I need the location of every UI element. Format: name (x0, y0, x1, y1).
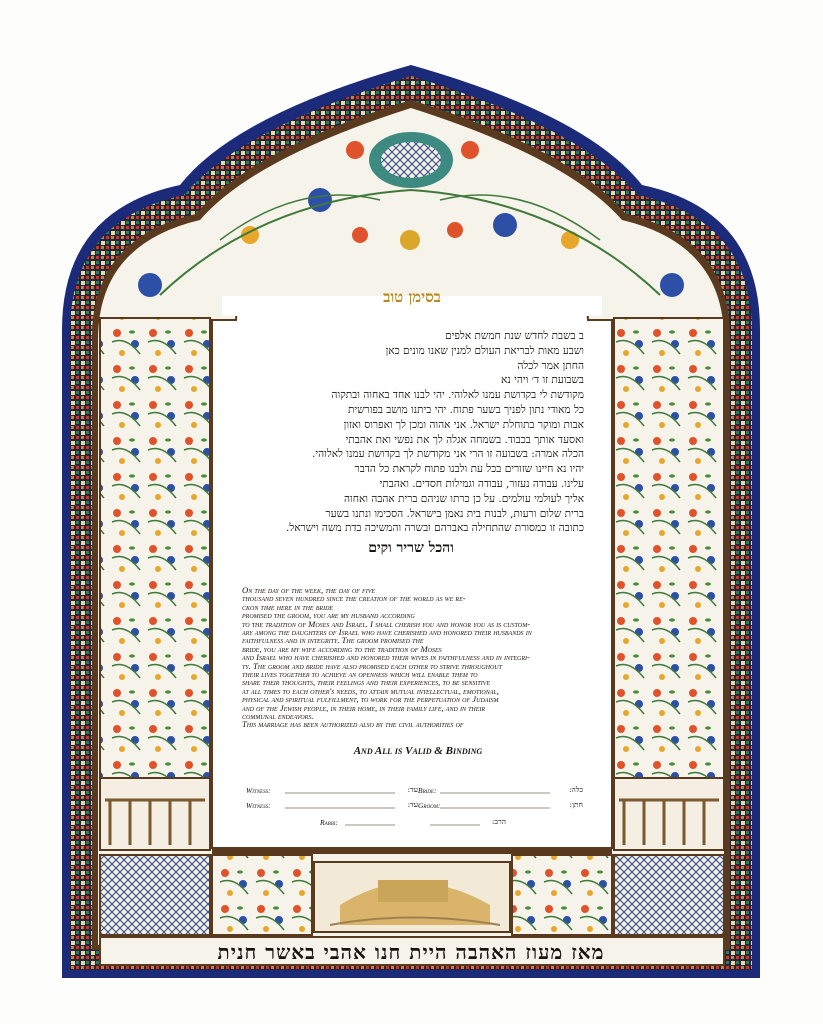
english-text-line: physical and spiritual fulfillment, to work for the perpetuation of Judaism (242, 694, 499, 705)
hebrew-text-line: אליך לעולמי עולמים. על כן כרתו שניהם ברית אהבה ואחוה (344, 492, 584, 505)
hebrew-text-line: מקודשת לי בקדושת עמנו לאלוהי. יהי לבנו אחד באחוה ובתקוה (331, 389, 584, 402)
english-text-line: ary among the daughters of Israel who have cherished and honored their husbands in (242, 627, 532, 637)
hebrew-text-line: בשבועת זו ד׳ ויהי נא (501, 374, 584, 387)
right-floral-panel (614, 318, 724, 778)
hebrew-text-line: ברית שלום ורעות, לבנות בית נאמן בישראל. הסכימו ונתנו בשער (325, 507, 584, 520)
hebrew-closing: והכל שריר וקים (368, 540, 454, 556)
bottom-floral-left (212, 855, 312, 935)
english-text-line: to the tradition of Moses and Israel. I shall cherish you and honor you as is custom- (242, 618, 531, 629)
english-text-line: communal endeavors. (242, 711, 314, 721)
english-text-line: promised the groom, you are my husband according (242, 610, 415, 621)
hebrew-text-line: ואסעד אותך בכבוד. בשמחה אגלה לך את נפשי ואת אהבתי (345, 433, 584, 446)
english-text-line: This marriage has been authorized also by the civil authorities of (242, 719, 464, 730)
english-text-line: thousand seven hundred since the creation of the world as we re- (242, 593, 466, 604)
bottom-floral-right (512, 855, 612, 935)
hebrew-text-line: ב בשבת לחדש שנת חמשת אלפים (445, 330, 584, 342)
hebrew-text-line: עלינו. עבודה נעזור, עבודה וגמילות חסדים. ואהבתי (379, 478, 584, 490)
heb-witness-label-1: עד: (407, 785, 418, 794)
hebrew-text-line: כתובה זו כמסורת שהתחילה באברהם ובשרה והמשיכה בדת משה וישראל. (286, 522, 584, 535)
english-closing: And All is Valid & Binding (353, 745, 483, 757)
english-text-line: and of the Jewish people, in their home, in their family life, and in their (242, 702, 486, 713)
heb-witness-label-2: עד: (407, 800, 418, 809)
english-text-line: bride, you are my wife according to the tradition of Moses (242, 643, 442, 654)
bride-label: Bride: (418, 786, 437, 795)
right-balcony (614, 778, 724, 850)
hebrew-text-line: כל מאודי נתון לפניך בשער פתוח. יהי ביתנו מושב בפורשית (347, 404, 584, 416)
left-floral-panel (100, 318, 210, 778)
english-text-line: their lives together to achieve an openness which will enable them to (242, 669, 478, 679)
hebrew-text-line: הכלה אמרה: בשבועה זו הרי אני מקודשת לך בקדושת עמנו לאלוהי. (312, 448, 584, 461)
english-text-line: On the day of the week, the day of five (242, 585, 376, 595)
hebrew-text-line: החתן אמר לכלה (517, 359, 584, 372)
hebrew-text-line: יהיו נא חיינו שזורים בכל עת ולבנו פתוח לקראת כל הדבר (354, 463, 584, 476)
bottom-panel-left (100, 855, 210, 935)
left-balcony (100, 778, 210, 850)
heb-groom-label: חתן: (569, 800, 583, 809)
blessing-header: בסימן טוב (383, 288, 441, 306)
hebrew-text-line: אבות ומוקר בתוחלת ישראל. אני אהוה ומכן לך ואפרוס ואזון (343, 418, 584, 431)
heb-rabbi-label: הרב: (491, 817, 506, 826)
english-text-line: ty. The groom and bride have also promised each other to strive throughout (242, 660, 502, 671)
english-text-line: share their thoughts, their feelings and their experiences, to be sensitive (242, 677, 490, 688)
witness-label-2: Witness: (246, 801, 271, 810)
rabbi-label: Rabbi: (320, 818, 338, 827)
english-text-line: faithfulness and in integrity. The groom promised the (242, 635, 424, 646)
english-text-line: and Israel who have cherished and honored their wives in faithfulness and in integri- (242, 652, 530, 663)
witness-label-1: Witness: (246, 786, 271, 795)
english-text-line: at all times to each other's needs, to attain mutual intellectual, emotional, (242, 685, 499, 696)
english-text-block (242, 585, 587, 730)
english-text-line: ckon time here in the bride (242, 601, 334, 612)
hebrew-text-line: ושבע מאות לבריאת העולם למנין שאנו מונים כאן (385, 344, 584, 357)
hebrew-text-block (238, 330, 584, 540)
footer-motto: מאז מעוז האהבה היית חנו אהבי באשר חנית (217, 940, 605, 964)
groom-label: Groom: (418, 801, 441, 810)
heb-bride-label: כלה: (568, 785, 583, 794)
bottom-panel-right (614, 855, 724, 935)
